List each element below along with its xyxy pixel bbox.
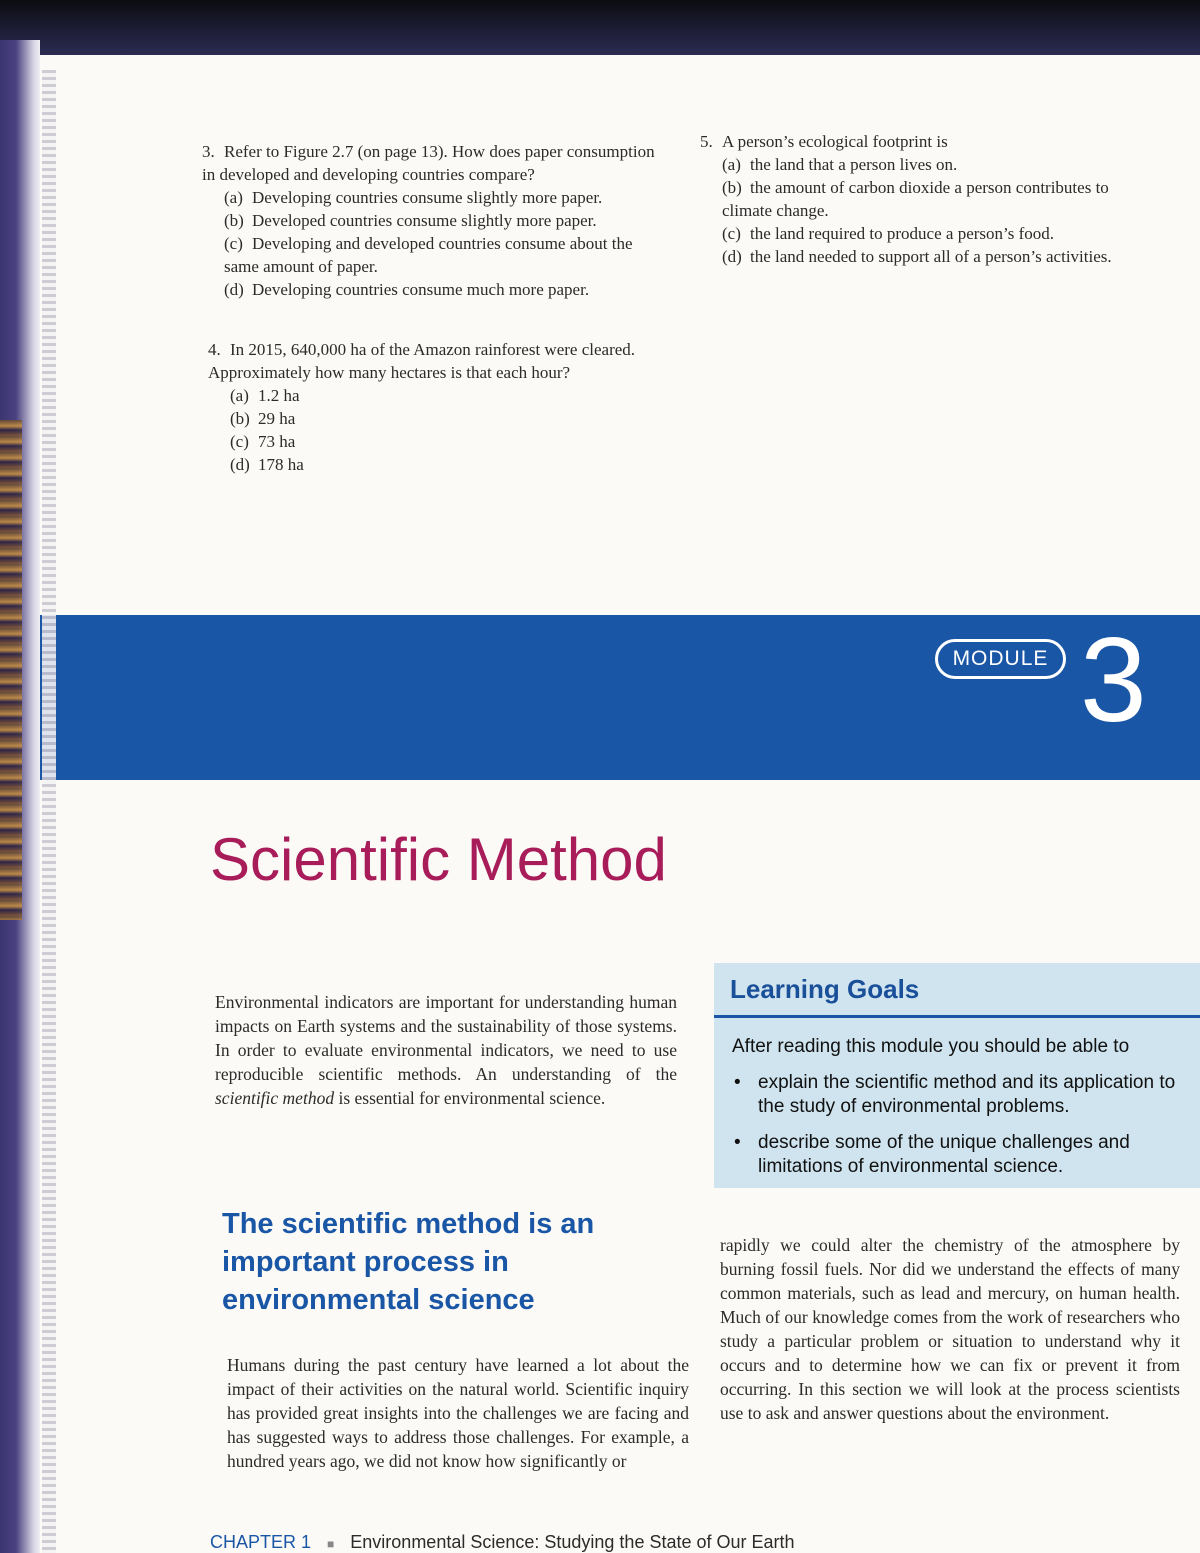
learning-goals-title: Learning Goals bbox=[730, 974, 920, 1004]
answer-option: (d) the land needed to support all of a person’s activities. bbox=[722, 247, 1112, 266]
list-item: • describe some of the unique challenges and limitations of environmental science. bbox=[734, 1132, 1130, 1177]
module-label: MODULE bbox=[935, 639, 1066, 679]
footer-separator: ■ bbox=[327, 1537, 335, 1551]
question-stem: 3. Refer to Figure 2.7 (on page 13). How does paper consumption in developed and developing countries compare? bbox=[202, 142, 655, 184]
binding-shadow bbox=[42, 70, 56, 1553]
answer-option: (c) Developing and developed countries consume about the same amount of paper. bbox=[224, 234, 633, 276]
answer-option: (b) the amount of carbon dioxide a person contributes to climate change. bbox=[722, 178, 1109, 220]
answer-option: (d) 178 ha bbox=[230, 455, 304, 474]
learning-goals-list bbox=[732, 1071, 1192, 1191]
answer-option: (c) 73 ha bbox=[230, 432, 296, 451]
answer-option: (a) the land that a person lives on. bbox=[722, 155, 958, 174]
answer-option: (a) 1.2 ha bbox=[230, 386, 300, 405]
answer-option: (b) Developed countries consume slightly more paper. bbox=[224, 211, 597, 230]
answer-option: (d) Developing countries consume much more paper. bbox=[224, 280, 590, 299]
textbook-page bbox=[40, 55, 1200, 1553]
intro-paragraph: Environmental indicators are important for understanding human impacts on Earth systems and the sustainability of those systems. In order to evaluate environmental indicators, we need to use reproducible scientific methods. An understanding of the scientific method is essential for environmental science. bbox=[215, 992, 677, 1108]
learning-goals-box bbox=[714, 963, 1200, 1188]
answer-option: (a) Developing countries consume slightly more paper. bbox=[224, 188, 603, 207]
body-paragraph-right: rapidly we could alter the chemistry of the atmosphere by burning fossil fuels. Nor did we understand the effects of many common materials, such as lead and mercury, on human health. Much of our knowledge comes from the work of researchers who study a particular problem or situation to understand why it occurs and to determine how we can fix or prevent it from occurring. In this section we will look at the process scientists use to ask and answer questions about the environment. bbox=[720, 1235, 1180, 1423]
section-heading: The scientific method is an important process in environmental science bbox=[222, 1208, 595, 1316]
question-5 bbox=[700, 130, 1155, 268]
scan-left-edge bbox=[0, 40, 40, 1553]
divider bbox=[714, 1015, 1200, 1018]
learning-goals-intro: After reading this module you should be able to bbox=[732, 1036, 1130, 1057]
body-paragraph-left: Humans during the past century have learned a lot about the impact of their activities on the natural world. Scientific inquiry has provided great insights into the challenges we are facing and has suggested ways to address those challenges. For example, a hundred years ago, we did not know how significantly or bbox=[227, 1355, 689, 1471]
question-4 bbox=[208, 338, 660, 476]
footer-chapter: CHAPTER 1 bbox=[210, 1532, 312, 1552]
page-title: Scientific Method bbox=[210, 826, 667, 893]
question-stem: 4. In 2015, 640,000 ha of the Amazon rainforest were cleared. Approximately how many hectares is that each hour? bbox=[208, 340, 636, 382]
bullet-icon: • bbox=[734, 1072, 741, 1093]
module-number: 3 bbox=[1080, 613, 1147, 747]
bullet-icon: • bbox=[734, 1132, 741, 1153]
page-footer bbox=[210, 1531, 795, 1553]
list-item: • explain the scientific method and its application to the study of environmental problems. bbox=[734, 1072, 1176, 1117]
question-3 bbox=[202, 140, 658, 301]
answer-option: (b) 29 ha bbox=[230, 409, 296, 428]
scan-top-edge bbox=[0, 0, 1200, 55]
cover-image-edge bbox=[0, 420, 22, 920]
question-stem: 5. A person’s ecological footprint is bbox=[700, 132, 948, 151]
key-term: scientific method bbox=[215, 1088, 335, 1108]
footer-title: Environmental Science: Studying the State of Our Earth bbox=[350, 1532, 795, 1552]
answer-option: (c) the land required to produce a person’s food. bbox=[722, 224, 1055, 243]
